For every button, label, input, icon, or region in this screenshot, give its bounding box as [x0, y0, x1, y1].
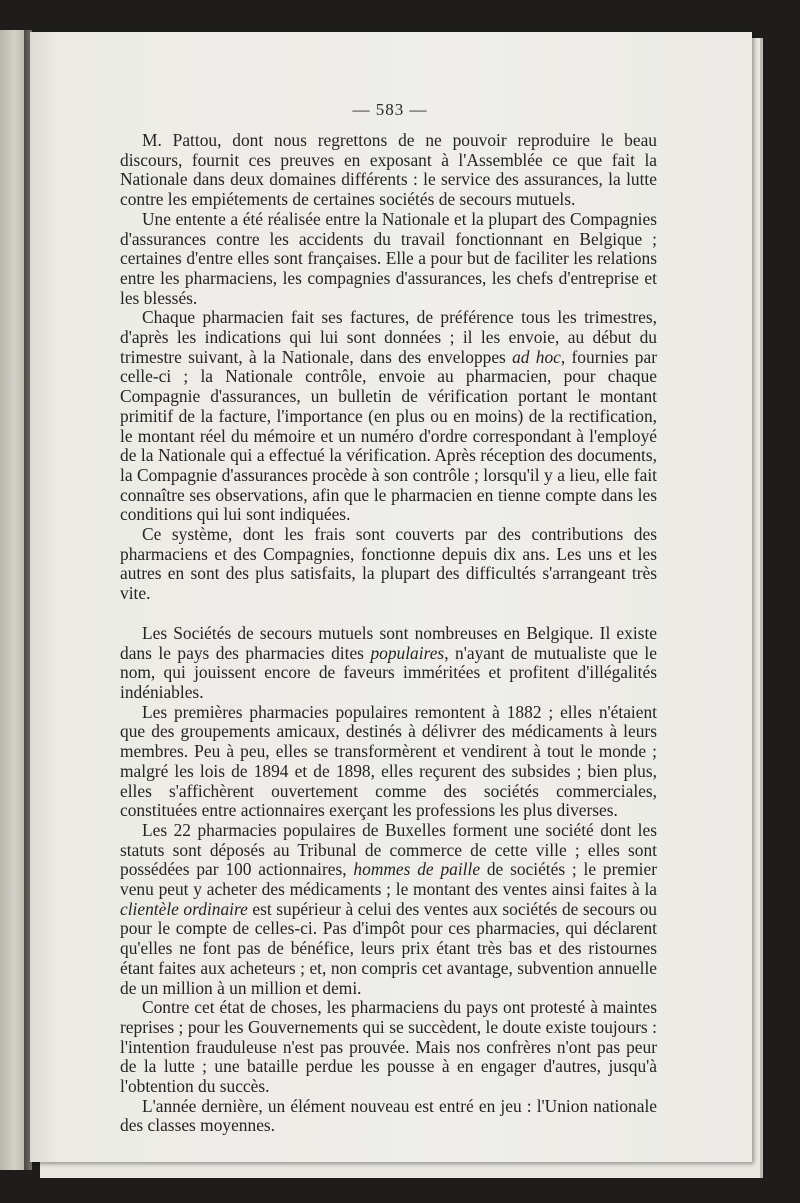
- paragraph-8: [120, 998, 657, 1097]
- paragraph-7-text-before: Les 22 pharmacies populaires de Buxelles forment une société dont les statuts sont déposés au Tribunal de commerce de cette ville ; elles sont possédées par 100 actionnaires,: [120, 819, 657, 880]
- paragraph-3-italic: ad hoc: [512, 346, 561, 367]
- paragraph-7-italic-2: clientèle ordinaire: [120, 898, 248, 919]
- paragraph-4-text: Ce système, dont les frais sont couverts par des contributions des pharmaciens et des Compagnies, fonctionne depuis dix ans. Les uns et les autres en sont des plus satisfaits, la plupart des difficultés s'arrangeant très vite.: [120, 524, 657, 604]
- paragraph-6-text: Les premières pharmacies populaires remontent à 1882 ; elles n'étaient que des groupements amicaux, destinés à délivrer des médicaments à leurs membres. Peu à peu, elles se transformèrent et vendirent à tout le monde ; malgré les lois de 1894 et de 1898, elles reçurent des subsides ; bien plus, elles s'affichèrent ouvertement comme des sociétés commerciales, constituées entre actionnaires exerçant les professions les plus diverses.: [120, 701, 657, 821]
- paragraph-3-text-after: , fournies par celle-ci ; la Nationale contrôle, envoie au pharmacien, pour chaque Compagnie d'assurances, un bulletin de vérification portant le montant primitif de la facture, l'importance (en plus ou en moins) de la rectification, le montant réel du mémoire et un numéro d'ordre correspondant à l'employé de la Nationale qui a effectué la vérification. Après réception des documents, la Compagnie d'assurances procède à son contrôle ; lorsqu'il y a lieu, elle fait connaître ses observations, afin que le pharmacien en tienne compte dans les conditions qui lui sont indiquées.: [120, 346, 657, 525]
- paragraph-2: [120, 210, 657, 309]
- paragraph-2-text: Une entente a été réalisée entre la Nationale et la plupart des Compagnies d'assurances contre les accidents du travail fonctionnant en Belgique ; certaines d'entre elles sont françaises. Elle a pour but de faciliter les relations entre les pharmaciens, les compagnies d'assurances, les chefs d'entreprise et les blessés.: [120, 208, 657, 308]
- paragraph-6: [120, 703, 657, 821]
- paragraph-5-text-after: , n'ayant de mutualiste que le nom, qui jouissent encore de faveurs imméritées et profitent d'illégalités indéniables.: [120, 642, 657, 702]
- paragraph-1-text: M. Pattou, dont nous regrettons de ne pouvoir reproduire le beau discours, fournit ces preuves en exposant à l'Assemblée ce que fait la Nationale dans deux domaines différents : le service des assurances, la lutte contre les empiétements de certaines sociétés de secours mutuels.: [120, 130, 657, 210]
- paragraph-3: [120, 308, 657, 525]
- page-number: — 583 —: [352, 100, 428, 119]
- paragraph-5-italic: populaires: [370, 642, 445, 663]
- paragraph-7: [120, 821, 657, 998]
- facing-page-edge: [0, 30, 25, 1170]
- paragraph-5: [120, 624, 657, 703]
- paragraph-7-italic: hommes de paille: [353, 859, 481, 880]
- paragraph-5-text-before: Les Sociétés de secours mutuels sont nombreuses en Belgique. Il existe dans le pays des pharmacies dites: [120, 622, 657, 663]
- body-text: [120, 131, 657, 1136]
- paragraph-3-text-before: Chaque pharmacien fait ses factures, de préférence tous les trimestres, d'après les indications qui lui sont données ; il les envoie, au début du trimestre suivant, à la Nationale, dans des enveloppes: [120, 307, 657, 367]
- paragraph-7-text-after: de sociétés ; le premier venu peut y acheter des médicaments ; le montant des ventes ainsi faites à la: [120, 859, 657, 900]
- paragraph-8-text: Contre cet état de choses, les pharmaciens du pays ont protesté à maintes reprises ; pour les Gouvernements qui se succèdent, le doute existe toujours : l'intention frauduleuse n'est pas prouvée. Mais nos confrères n'ont pas peur de la lutte ; une bataille perdue les pousse à en engager d'autres, jusqu'à l'obtention du succès.: [120, 997, 657, 1097]
- paragraph-9: [120, 1097, 657, 1136]
- paragraph-1: [120, 131, 657, 210]
- paragraph-7-text-after-2: est supérieur à celui des ventes aux sociétés de secours ou pour le compte de celles-ci. Pas d'impôt pour ces pharmacies, qui déclarent qu'elles ne font pas de bénéfice, leurs prix étant très bas et des ristournes étant faites aux acheteurs ; et, non compris cet avantage, subvention annuelle de un million à un million et demi.: [120, 898, 657, 998]
- paragraph-4: [120, 525, 657, 604]
- paragraph-9-text: L'année dernière, un élément nouveau est entré en jeu : l'Union nationale des classes moyennes.: [120, 1095, 657, 1136]
